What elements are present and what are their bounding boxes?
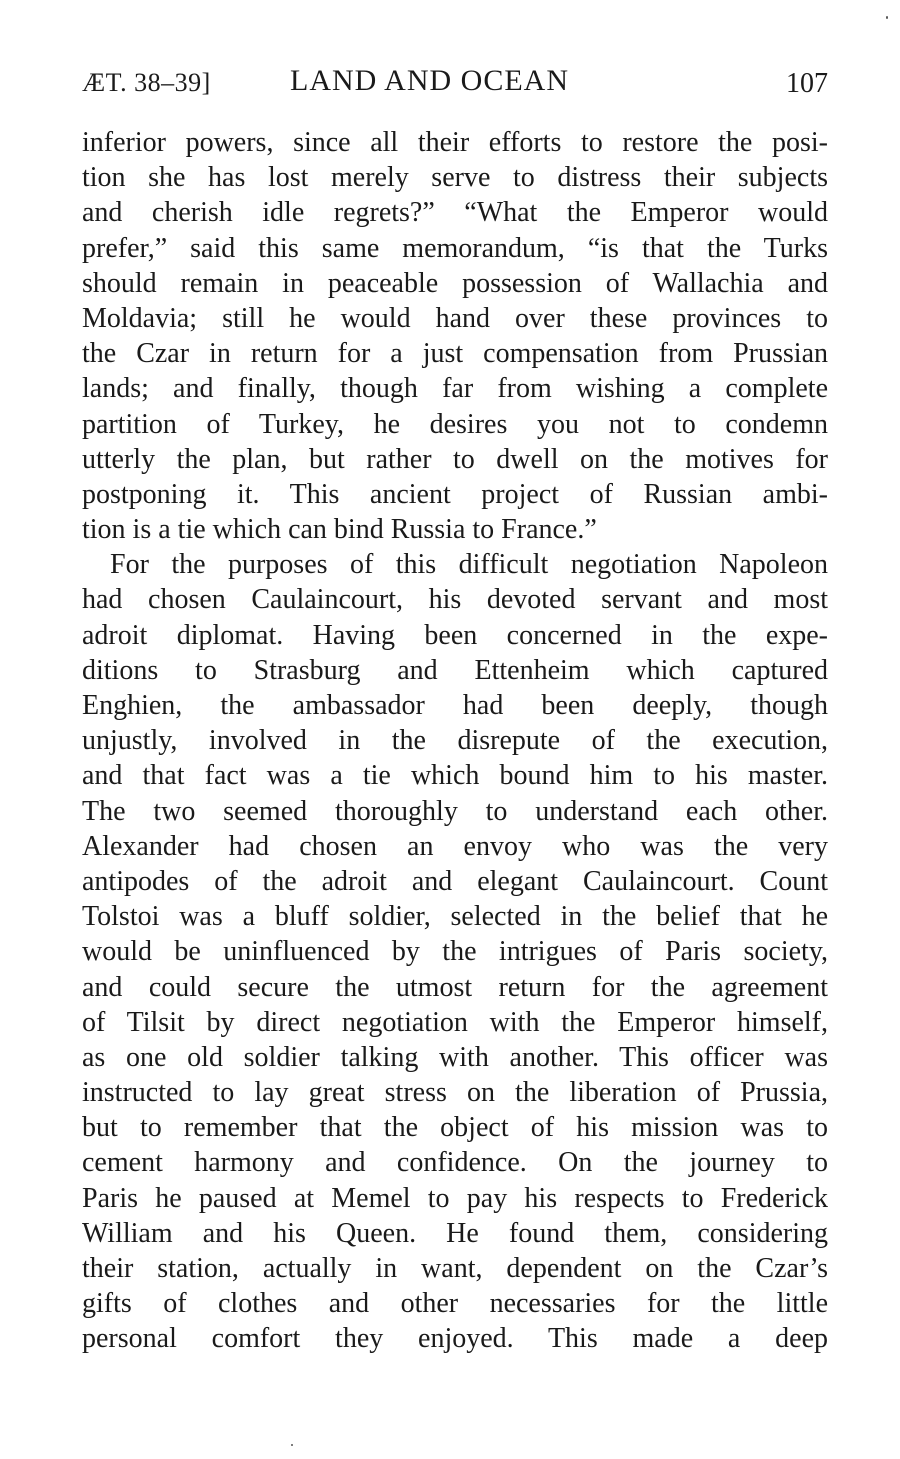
paragraph-end-line: tion is a tie which can bind Russia to France.” xyxy=(82,514,597,546)
text-line: postponing it. This ancient project of Russian ambi- xyxy=(82,478,828,510)
text-line: The two seemed thoroughly to understand each other. xyxy=(82,795,828,827)
scan-speck-bottom xyxy=(291,1444,293,1446)
paragraph-first-line: For the purposes of this difficult negotiation Napoleon xyxy=(110,549,828,581)
page-number: 107 xyxy=(786,68,828,99)
text-line: personal comfort they enjoyed. This made a deep xyxy=(82,1323,828,1355)
text-line: utterly the plan, but rather to dwell on the motives for xyxy=(82,443,828,475)
text-line: antipodes of the adroit and elegant Caulaincourt. Count xyxy=(82,865,828,897)
text-line: gifts of clothes and other necessaries for the little xyxy=(82,1288,828,1320)
text-line: and cherish idle regrets?” “What the Emperor would xyxy=(82,197,828,229)
text-line: their station, actually in want, dependent on the Czar’s xyxy=(82,1253,828,1284)
text-line: had chosen Caulaincourt, his devoted servant and most xyxy=(82,584,828,616)
text-line: Enghien, the ambassador had been deeply, though xyxy=(82,690,828,721)
text-line: partition of Turkey, he desires you not to condemn xyxy=(82,408,828,440)
text-line: prefer,” said this same memorandum, “is that the Turks xyxy=(82,232,828,264)
scan-speck-top xyxy=(886,16,888,19)
running-head xyxy=(82,62,828,106)
text-line: William and his Queen. He found them, considering xyxy=(82,1217,828,1249)
text-line: Alexander had chosen an envoy who was the very xyxy=(82,830,828,862)
text-line: tion she has lost merely serve to distress their subjects xyxy=(82,162,828,194)
text-line: Moldavia; still he would hand over these provinces to xyxy=(82,302,828,334)
text-line: and that fact was a tie which bound him to his master. xyxy=(82,760,828,792)
text-line: the Czar in return for a just compensation from Prussian xyxy=(82,338,828,370)
text-line: adroit diplomat. Having been concerned in the expe- xyxy=(82,619,828,651)
text-line: as one old soldier talking with another. This officer was xyxy=(82,1041,828,1073)
text-line: lands; and finally, though far from wishing a complete xyxy=(82,373,828,405)
text-line: of Tilsit by direct negotiation with the Emperor himself, xyxy=(82,1006,828,1038)
running-head-title: LAND AND OCEAN xyxy=(290,64,569,97)
text-line: unjustly, involved in the disrepute of the execution, xyxy=(82,725,828,757)
running-head-age: ÆT. 38–39] xyxy=(82,68,211,97)
text-line: inferior powers, since all their efforts to restore the posi- xyxy=(82,127,828,158)
text-line: Tolstoi was a bluff soldier, selected in the belief that he xyxy=(82,901,828,933)
text-line: should remain in peaceable possession of Wallachia and xyxy=(82,267,828,299)
text-line: cement harmony and confidence. On the journey to xyxy=(82,1147,828,1179)
text-line: ditions to Strasburg and Ettenheim which captured xyxy=(82,654,828,686)
text-line: and could secure the utmost return for the agreement xyxy=(82,971,828,1003)
text-line: Paris he paused at Memel to pay his respects to Frederick xyxy=(82,1182,828,1214)
body-text xyxy=(82,125,828,1357)
text-line: instructed to lay great stress on the liberation of Prussia, xyxy=(82,1077,828,1109)
text-line: but to remember that the object of his mission was to xyxy=(82,1112,828,1144)
text-line: would be uninfluenced by the intrigues of Paris society, xyxy=(82,936,828,968)
